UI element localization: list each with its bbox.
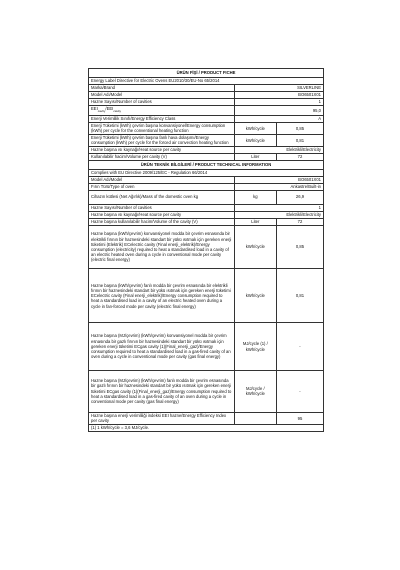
row-value: Elektrikli/Electricity (234, 146, 323, 153)
row-unit: kWh/cycle (234, 225, 276, 269)
row-label: Kullanılabilir hacim/Volume per cavity (V) (89, 153, 235, 160)
row-label: Hazne başına (kWh/çevrim) fanlı modda bir çevrim esnasında bir elektrikli fırının bir haznesindeki standart bir yükü ısıtmak için gereken enerji tüketimi ECelectric cavity (Final enerji_elektrik)/Energy consumption required to heat a standardised load in a cavity of an electric heated oven during a cycle in fan-forced mode per cavity (electric final energy) (89, 269, 235, 323)
row-value: 0,85 (276, 122, 323, 134)
table-row (89, 183, 324, 190)
row-unit: MJ/cycle (1) / kWh/cycle (234, 323, 276, 371)
fiche-title-row (89, 69, 324, 78)
row-unit: kg (234, 190, 276, 204)
row-label: Hazne Sayısı/Number of cavities (89, 98, 235, 105)
row-label: Hazne başına (MJ/çevrim) (kWh/çevrim) konvansiyonel modda bir çevrim esnasında bir gazlı fırının bir haznesindeki standart bir yükü ısıtmak için gereken enerji tüketimi ECgas cavity (1)(Final_enerji_gaz)/Energy consumption required to heat a standardised load in a gas-fired cavity of an oven during a cycle in conventional mode per cavity (gas final energy) (89, 323, 235, 371)
row-value: - (276, 323, 323, 371)
table-row (89, 84, 324, 91)
row-value: 72 (276, 218, 323, 225)
row-value: - (276, 370, 323, 412)
table-row (89, 204, 324, 211)
row-value: Ankastre/Built-in (234, 183, 323, 190)
row-value: A (234, 115, 323, 122)
table-row (89, 211, 324, 218)
row-unit: MJ/cycle / kWh/cycle (234, 370, 276, 412)
row-value: 0,81 (276, 269, 323, 323)
row-label: Enerji Tüketimi (kWh) çevrim başına konvansiyonel/Energy consumption (kWh) per cycle for the conventional heating function (89, 122, 235, 134)
row-unit: kWh/cycle (234, 134, 276, 146)
product-fiche-document (88, 68, 324, 432)
fiche-directive: Energy Label Directive for Electric Ovens EU2010/30/EU-No 65/2014 (89, 77, 324, 84)
row-label: $EEI_{cavity}/EEI_{cavity}$ (89, 105, 235, 115)
footnote: (1) 1 kWh/cycle = 3,6 MJ/cycle. (89, 424, 324, 431)
fiche-title: ÜRÜN FİŞİ / PRODUCT FICHE (89, 69, 324, 78)
info-directive-row (89, 169, 324, 176)
row-value: BO6501X01 (234, 91, 323, 98)
info-title-row (89, 160, 324, 169)
row-value: SILVERLINE (234, 84, 323, 91)
row-unit: kWh/cycle (234, 269, 276, 323)
row-unit: kWh/cycle (234, 122, 276, 134)
info-directive: Complies with EU Directive 2009/125/EC - Regulation 66/2014 (89, 169, 324, 176)
table-row (89, 115, 324, 122)
row-value: 95 (276, 412, 323, 424)
row-unit (234, 412, 276, 424)
table-row (89, 146, 324, 153)
table-row (89, 190, 324, 204)
table-row (89, 122, 324, 134)
row-label: Enerji Verimlilik Sınıfı/Energy Efficiency Class (89, 115, 235, 122)
table-row (89, 323, 324, 371)
row-label: Hazne başına (MJ/çevrim) (kWh/çevrim) fanlı modda bir çevrim esnasında bir gazlı fırının bir haznesindeki standart bir yükü ısıtmak için gereken enerji tüketimi ECgas cavity (1)(Final_enerji_gaz)/Energy consumption required to heat a standardised load in a gas-fired cavity of an oven during a cycle in conventional mode per cavity (gas final energy) (89, 370, 235, 412)
table-row (89, 225, 324, 269)
row-label: Cihazın kütlesi (Net Ağırlık)/Mass of the domestic oven kg (89, 190, 235, 204)
row-value: 1 (234, 98, 323, 105)
table-row (89, 412, 324, 424)
row-label: Hazne Sayısı/Number of cavities (89, 204, 235, 211)
row-label: Fırın Türü/Type of oven (89, 183, 235, 190)
row-label: Enerji Tüketimi (kWh) çevrim başına fanlı hava dolaşımı/Energy consumption (kWh) per cycle for the forced air convection heating function (89, 134, 235, 146)
table-row (89, 153, 324, 160)
row-value: 95,0 (234, 105, 323, 115)
row-value: 1 (234, 204, 323, 211)
row-label: Model Adı/Model (89, 176, 235, 183)
table-row (89, 176, 324, 183)
table-row (89, 91, 324, 98)
fiche-directive-row (89, 77, 324, 84)
row-value: 0,85 (276, 225, 323, 269)
row-value: BO6501X01 (234, 176, 323, 183)
table-row (89, 218, 324, 225)
info-title: ÜRÜN TEKNİK BİLGİLERİ / PRODUCT TECHNICAL INFORMATION (89, 160, 324, 169)
row-value: 0,81 (276, 134, 323, 146)
row-label: Hazne başına ısı kaynağı/Heat source per cavity (89, 211, 235, 218)
product-fiche-table (88, 68, 324, 432)
row-label: Model Adı/Model (89, 91, 235, 98)
table-row (89, 370, 324, 412)
table-row (89, 98, 324, 105)
row-label: Hazne başına (kWh/çevrim) konvansiyonel modda bir çevrim esnasında bir elektrikli fırının bir haznesindeki standart bir yükü ısıtmak için gereken enerji tüketimi (Elektrik) ECelectric cavity (Final enerji_elektrik)/Energy consumption (electricity) required to heat a standardised load in a cavity of an electric heated oven during a cycle in conventional mode per cavity (electric final energy) (89, 225, 235, 269)
table-row (89, 269, 324, 323)
row-unit: Liter (234, 153, 276, 160)
row-label: Hazne başına kullanılabilir hacim/Volume of the cavity (V) (89, 218, 235, 225)
row-value: Elektrikli/Electricity (234, 211, 323, 218)
row-value: 72 (276, 153, 323, 160)
row-label: Hazne başına ısı kaynağı/Heat source per cavity (89, 146, 235, 153)
table-row (89, 134, 324, 146)
row-unit: Liter (234, 218, 276, 225)
row-label: Marka/Brand (89, 84, 235, 91)
row-value: 26,9 (276, 190, 323, 204)
footnote-row (89, 424, 324, 431)
table-row (89, 105, 324, 115)
row-label: Hazne başına enerji verimliliği indeksi EEI hazne/Energy Efficiency Index per cavity (89, 412, 235, 424)
